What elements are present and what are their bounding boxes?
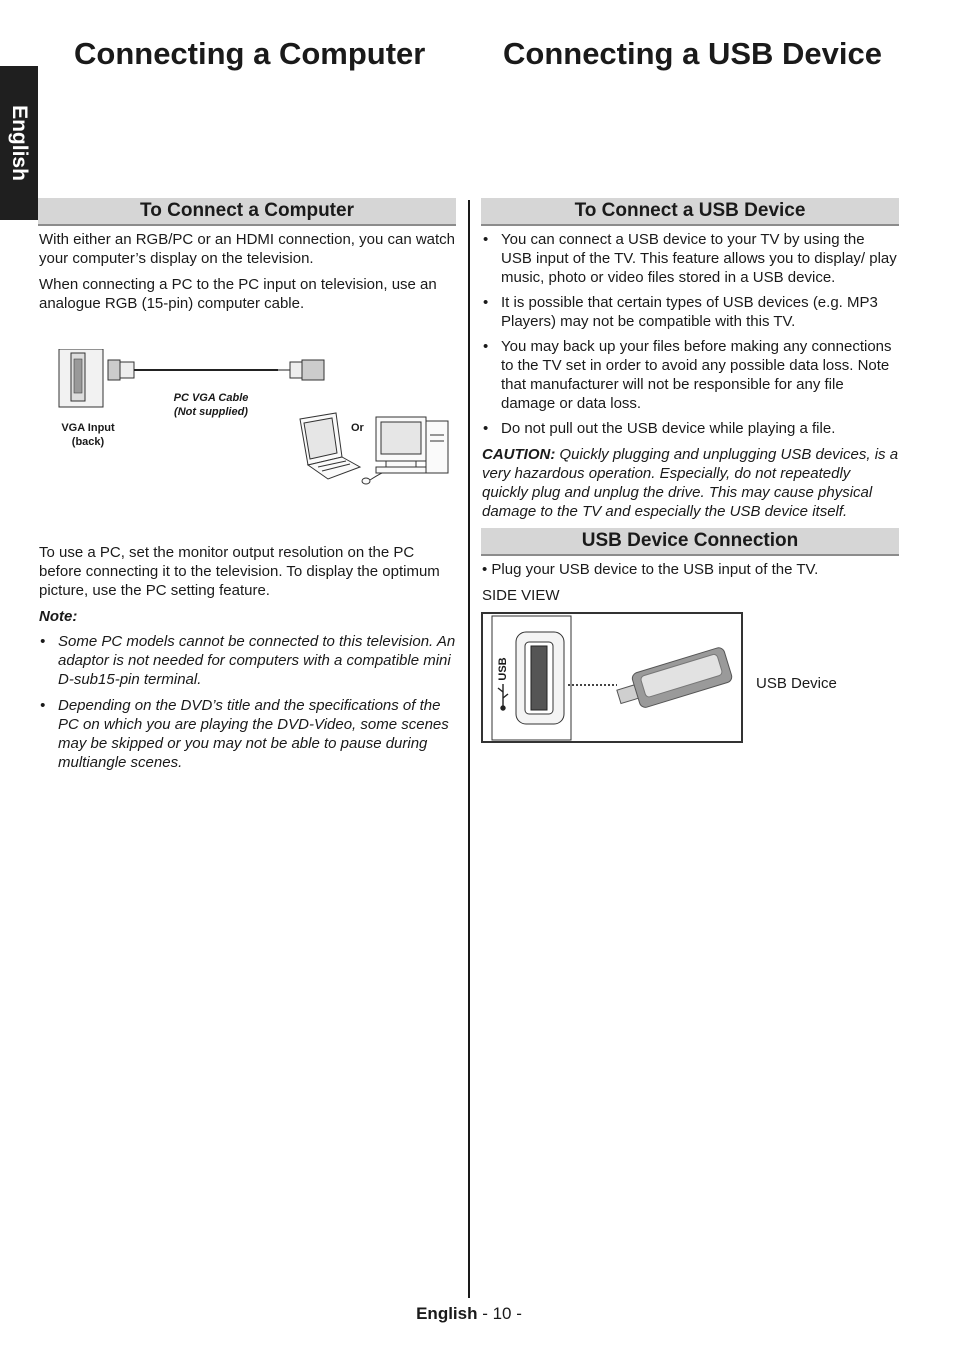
usb-connection-heading: USB Device Connection — [481, 528, 899, 556]
vga-plug-left-icon — [108, 360, 120, 380]
usb-section — [481, 198, 899, 744]
page-number: - 10 - — [477, 1304, 522, 1323]
note-label: Note: — [39, 608, 78, 625]
language-tab-label: English — [8, 105, 31, 181]
usb-bullet-item: • You can connect a USB device to your TV by using the USB input of the TV. This feature allows you to display/ play music, photo or video files stored in a USB device. — [481, 230, 899, 287]
page-title-computer: Connecting a Computer — [74, 36, 426, 71]
page-title-usb: Connecting a USB Device — [503, 36, 882, 71]
usb-section-heading: To Connect a USB Device — [481, 198, 899, 226]
column-divider — [468, 200, 470, 1298]
usb-connection-diagram — [481, 612, 899, 744]
usb-device-label: USB Device — [756, 675, 837, 692]
pc-resolution-paragraph: To use a PC, set the monitor output resolution on the PC before connecting it to the television. To display the optimum picture, use the PC setting feature. — [39, 544, 440, 599]
vga-input-label: VGA Input (back) — [61, 422, 115, 448]
note-list — [38, 632, 456, 772]
side-view-label: SIDE VIEW — [482, 587, 560, 604]
note-item: • Some PC models cannot be connected to this television. An adaptor is not needed for computers with a compatible mini D-sub15-pin terminal. — [38, 632, 456, 689]
note-item: • Depending on the DVD’s title and the specifications of the PC on which you are playing the DVD-Video, some scenes may be skipped or you may not be able to pause during multiangle scenes. — [38, 696, 456, 772]
usb-connection-text: • Plug your USB device to the USB input of the TV. — [482, 561, 819, 578]
caution-label: CAUTION: — [482, 446, 556, 463]
usb-bullet-item: • You may back up your files before making any connections to the TV set in order to avoid any possible data loss. Note that manufacturer will not be responsible for any file damage or data loss. — [481, 337, 899, 413]
vga-plug-right-icon — [290, 362, 302, 378]
usb-diagram-graphic — [481, 612, 745, 744]
computer-section — [38, 198, 456, 772]
usb-bullet-item: • Do not pull out the USB device while playing a file. — [481, 419, 899, 438]
or-label: Or — [351, 422, 364, 434]
usb-bullet-list — [481, 230, 899, 438]
computer-section-heading: To Connect a Computer — [38, 198, 456, 226]
page-footer — [0, 1304, 938, 1324]
language-tab — [0, 66, 38, 220]
usb-bullet-item: • It is possible that certain types of USB devices (e.g. MP3 Players) may not be compatible with this TV. — [481, 293, 899, 331]
vga-connection-diagram — [38, 349, 456, 485]
usb-port-label: USB — [497, 657, 509, 681]
desktop-computer-icon — [362, 417, 448, 484]
computer-intro-paragraph: With either an RGB/PC or an HDMI connection, you can watch your computer’s display on the television. — [39, 231, 456, 267]
footer-language: English — [416, 1304, 478, 1323]
vga-cable-label: PC VGA Cable (Not supplied) — [173, 392, 249, 418]
caution-text: Quickly plugging and unplugging USB devices, is a very hazardous operation. Especially, do not repeatedly quickly plug and unplug the drive. This may cause physical damage to the TV and especially the USB device itself. — [482, 446, 899, 520]
computer-cable-paragraph: When connecting a PC to the PC input on television, use an analogue RGB (15-pin) computer cable. — [39, 276, 437, 312]
caution-paragraph — [482, 445, 899, 521]
